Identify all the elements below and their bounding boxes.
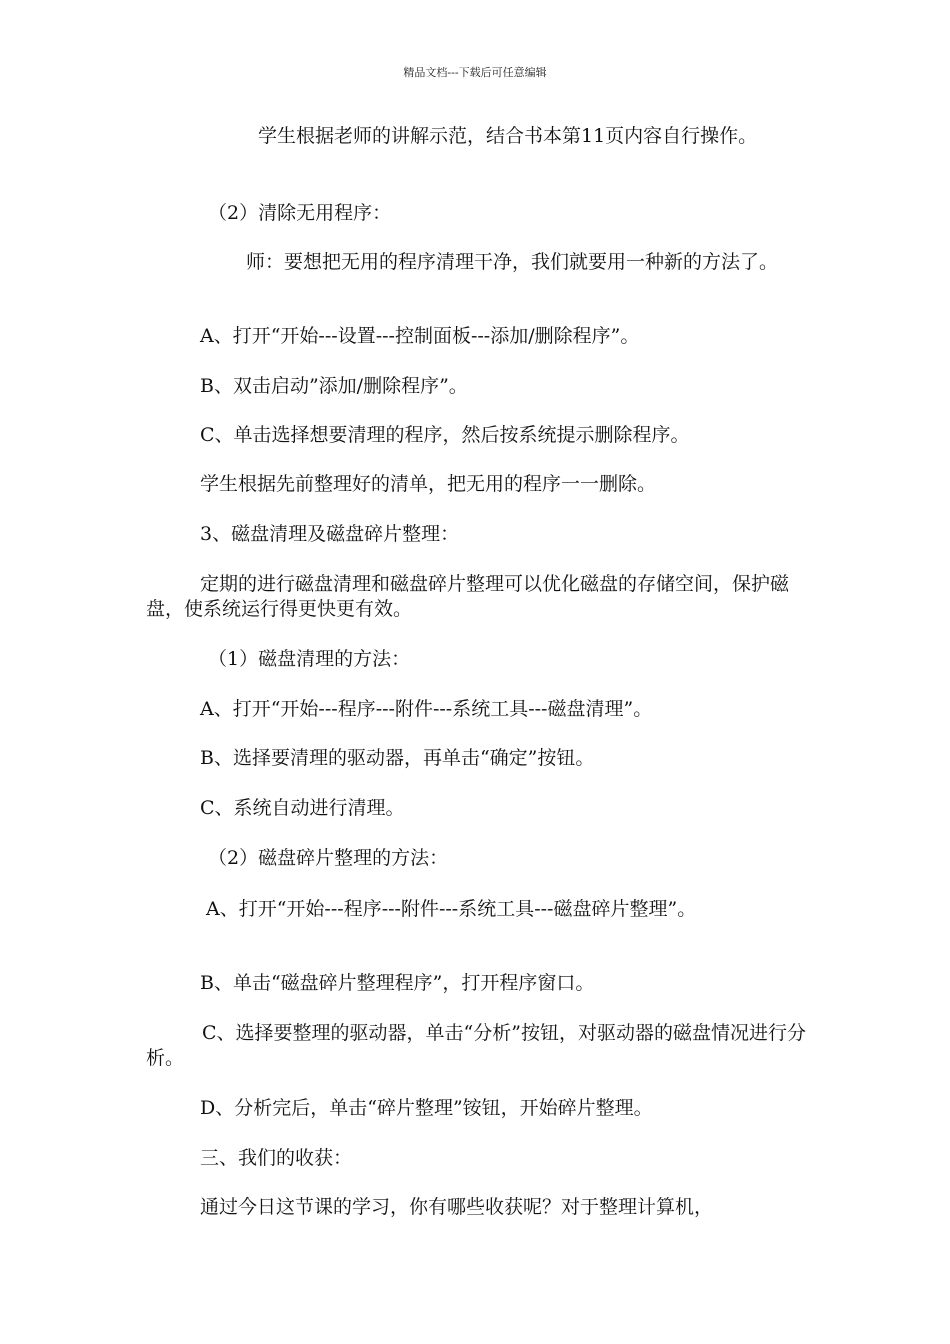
section-heading: 三、我们的收获： [200,1147,353,1169]
paragraph: 定期的进行磁盘清理和磁盘碎片整理可以优化磁盘的存储空间，保护磁盘，使系统运行得更快更有效。 [146,573,790,620]
paragraph: A、打开“开始---程序---附件---系统工具---磁盘清理”。 [200,698,653,720]
paragraph: D、分析完后，单击“碎片整理”铵钮，开始碎片整理。 [200,1097,653,1119]
paragraph: 师：要想把无用的程序清理干净，我们就要用一种新的方法了。 [246,251,779,273]
paragraph: A、打开“开始---程序---附件---系统工具---磁盘碎片整理”。 [206,898,697,920]
section-heading: 3、磁盘清理及磁盘碎片整理： [200,523,460,545]
paragraph: C、选择要整理的驱动器，单击“分析”按钮，对驱动器的磁盘情况进行分析。 [146,1022,806,1069]
paragraph: B、单击“磁盘碎片整理程序”，打开程序窗口。 [200,972,595,994]
paragraph: B、选择要清理的驱动器，再单击“确定”按钮。 [200,747,595,769]
paragraph: C、系统自动进行清理。 [200,797,405,819]
paragraph: 学生根据先前整理好的清单，把无用的程序一一删除。 [200,473,657,495]
paragraph: A、打开“开始---设置---控制面板---添加/删除程序”。 [200,325,640,347]
paragraph: 通过今日这节课的学习，你有哪些收获呢？对于整理计算机， [200,1196,714,1218]
paragraph: B、双击启动”添加/删除程序”。 [200,375,468,397]
paragraph: 学生根据老师的讲解示范，结合书本第11页内容自行操作。 [258,125,758,147]
paragraph: （1）磁盘清理的方法： [208,648,411,670]
paragraph: （2）清除无用程序： [208,202,392,224]
paragraph: （2）磁盘碎片整理的方法： [208,847,449,869]
page-header: 精品文档---下载后可任意编辑 [403,66,547,79]
paragraph: C、单击选择想要清理的程序，然后按系统提示删除程序。 [200,424,690,446]
